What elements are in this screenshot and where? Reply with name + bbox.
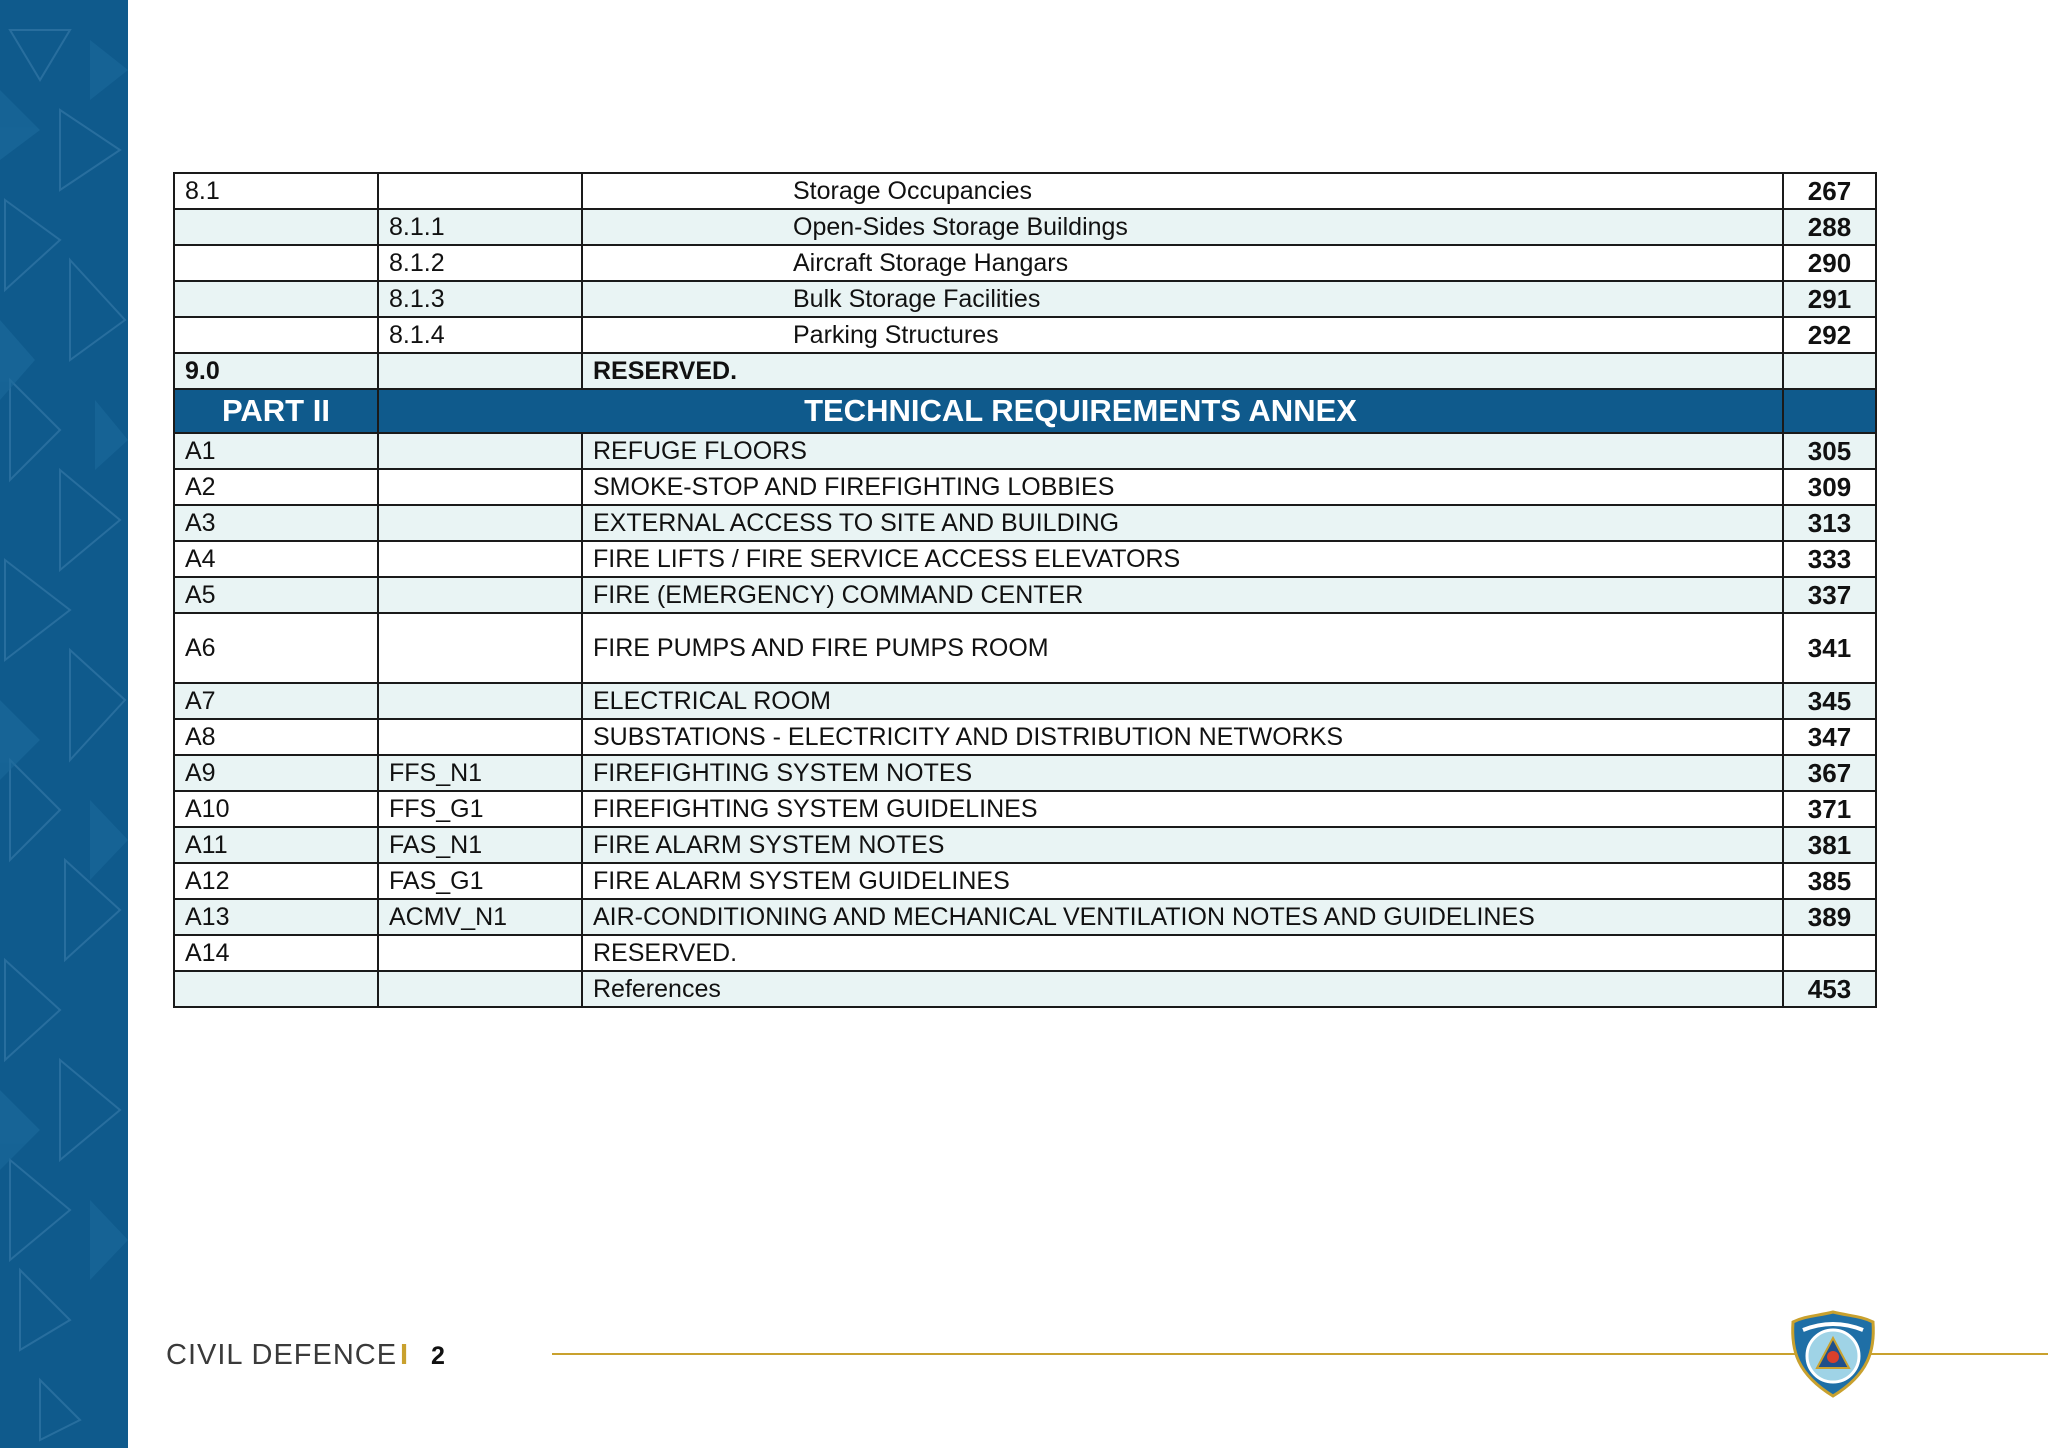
annex-number: A6 [174, 613, 378, 683]
section-title: Parking Structures [582, 317, 1783, 353]
page-number: 337 [1783, 577, 1876, 613]
toc-row [174, 899, 1876, 935]
page-number: 305 [1783, 433, 1876, 469]
annex-code: FAS_N1 [378, 827, 582, 863]
toc-row [174, 281, 1876, 317]
table-of-contents [173, 172, 1877, 1008]
annex-title: EXTERNAL ACCESS TO SITE AND BUILDING [582, 505, 1783, 541]
footer-page-number: 2 [431, 1342, 445, 1370]
toc-row [174, 827, 1876, 863]
annex-code [378, 971, 582, 1007]
page-number: 385 [1783, 863, 1876, 899]
page-number: 371 [1783, 791, 1876, 827]
annex-number: A4 [174, 541, 378, 577]
annex-code [378, 541, 582, 577]
page-number: 389 [1783, 899, 1876, 935]
part-label: PART II [174, 389, 378, 433]
annex-title: FIRE ALARM SYSTEM NOTES [582, 827, 1783, 863]
part-title: TECHNICAL REQUIREMENTS ANNEX [378, 389, 1783, 433]
triangle-pattern-icon [0, 0, 128, 1448]
civil-defence-seal-icon [1789, 1310, 1877, 1398]
section-number [174, 281, 378, 317]
subsection-number: 8.1.3 [378, 281, 582, 317]
toc-row [174, 317, 1876, 353]
annex-number: A14 [174, 935, 378, 971]
toc-row [174, 719, 1876, 755]
footer-brand: CIVIL DEFENCE [166, 1339, 398, 1371]
annex-title: FIREFIGHTING SYSTEM GUIDELINES [582, 791, 1783, 827]
annex-title: ELECTRICAL ROOM [582, 683, 1783, 719]
page-number: 381 [1783, 827, 1876, 863]
toc-row [174, 863, 1876, 899]
annex-title: FIRE (EMERGENCY) COMMAND CENTER [582, 577, 1783, 613]
decorative-side-band [0, 0, 128, 1448]
toc-row [174, 505, 1876, 541]
annex-number: A5 [174, 577, 378, 613]
part-header-row [174, 389, 1876, 433]
section-number [174, 317, 378, 353]
annex-title: SMOKE-STOP AND FIREFIGHTING LOBBIES [582, 469, 1783, 505]
section-title: Storage Occupancies [582, 173, 1783, 209]
toc-row [174, 683, 1876, 719]
subsection-number [378, 353, 582, 389]
subsection-number: 8.1.4 [378, 317, 582, 353]
annex-number: A7 [174, 683, 378, 719]
toc-row [174, 577, 1876, 613]
annex-code [378, 469, 582, 505]
annex-title: FIRE ALARM SYSTEM GUIDELINES [582, 863, 1783, 899]
toc-row [174, 433, 1876, 469]
annex-number: A12 [174, 863, 378, 899]
page-number: 347 [1783, 719, 1876, 755]
page-number: 345 [1783, 683, 1876, 719]
page-number: 341 [1783, 613, 1876, 683]
toc-row [174, 971, 1876, 1007]
annex-code [378, 935, 582, 971]
annex-code: ACMV_N1 [378, 899, 582, 935]
page-number [1783, 353, 1876, 389]
section-number: 9.0 [174, 353, 378, 389]
part-page-cell [1783, 389, 1876, 433]
annex-title: REFUGE FLOORS [582, 433, 1783, 469]
annex-title: FIRE LIFTS / FIRE SERVICE ACCESS ELEVATORS [582, 541, 1783, 577]
annex-code: FFS_N1 [378, 755, 582, 791]
annex-code: FFS_G1 [378, 791, 582, 827]
annex-title: References [582, 971, 1783, 1007]
subsection-number: 8.1.2 [378, 245, 582, 281]
subsection-number: 8.1.1 [378, 209, 582, 245]
page-number: 453 [1783, 971, 1876, 1007]
section-title: Aircraft Storage Hangars [582, 245, 1783, 281]
footer-separator: I [400, 1339, 409, 1371]
page-number: 267 [1783, 173, 1876, 209]
toc-row [174, 469, 1876, 505]
page-number: 288 [1783, 209, 1876, 245]
annex-number: A3 [174, 505, 378, 541]
annex-code: FAS_G1 [378, 863, 582, 899]
section-number: 8.1 [174, 173, 378, 209]
annex-code [378, 505, 582, 541]
annex-title: RESERVED. [582, 935, 1783, 971]
annex-code [378, 719, 582, 755]
toc-row [174, 541, 1876, 577]
annex-title: SUBSTATIONS - ELECTRICITY AND DISTRIBUTION NETWORKS [582, 719, 1783, 755]
annex-number: A9 [174, 755, 378, 791]
section-title: RESERVED. [582, 353, 1783, 389]
page-number: 292 [1783, 317, 1876, 353]
annex-number: A13 [174, 899, 378, 935]
page-number: 309 [1783, 469, 1876, 505]
annex-number [174, 971, 378, 1007]
page-number: 313 [1783, 505, 1876, 541]
annex-code [378, 577, 582, 613]
annex-number: A1 [174, 433, 378, 469]
toc-row [174, 209, 1876, 245]
annex-number: A8 [174, 719, 378, 755]
annex-code [378, 613, 582, 683]
toc-row [174, 173, 1876, 209]
subsection-number [378, 173, 582, 209]
annex-number: A11 [174, 827, 378, 863]
annex-number: A10 [174, 791, 378, 827]
annex-title: AIR-CONDITIONING AND MECHANICAL VENTILATION NOTES AND GUIDELINES [582, 899, 1783, 935]
page-number [1783, 935, 1876, 971]
toc-row [174, 755, 1876, 791]
toc-row [174, 613, 1876, 683]
section-title: Bulk Storage Facilities [582, 281, 1783, 317]
page-number: 291 [1783, 281, 1876, 317]
annex-title: FIREFIGHTING SYSTEM NOTES [582, 755, 1783, 791]
annex-number: A2 [174, 469, 378, 505]
section-number [174, 209, 378, 245]
toc-row [174, 791, 1876, 827]
toc-row [174, 245, 1876, 281]
section-title: Open-Sides Storage Buildings [582, 209, 1783, 245]
page-number: 367 [1783, 755, 1876, 791]
section-number [174, 245, 378, 281]
toc-row [174, 935, 1876, 971]
page-number: 290 [1783, 245, 1876, 281]
toc-row [174, 353, 1876, 389]
annex-title: FIRE PUMPS AND FIRE PUMPS ROOM [582, 613, 1783, 683]
annex-code [378, 683, 582, 719]
annex-code [378, 433, 582, 469]
page-number: 333 [1783, 541, 1876, 577]
